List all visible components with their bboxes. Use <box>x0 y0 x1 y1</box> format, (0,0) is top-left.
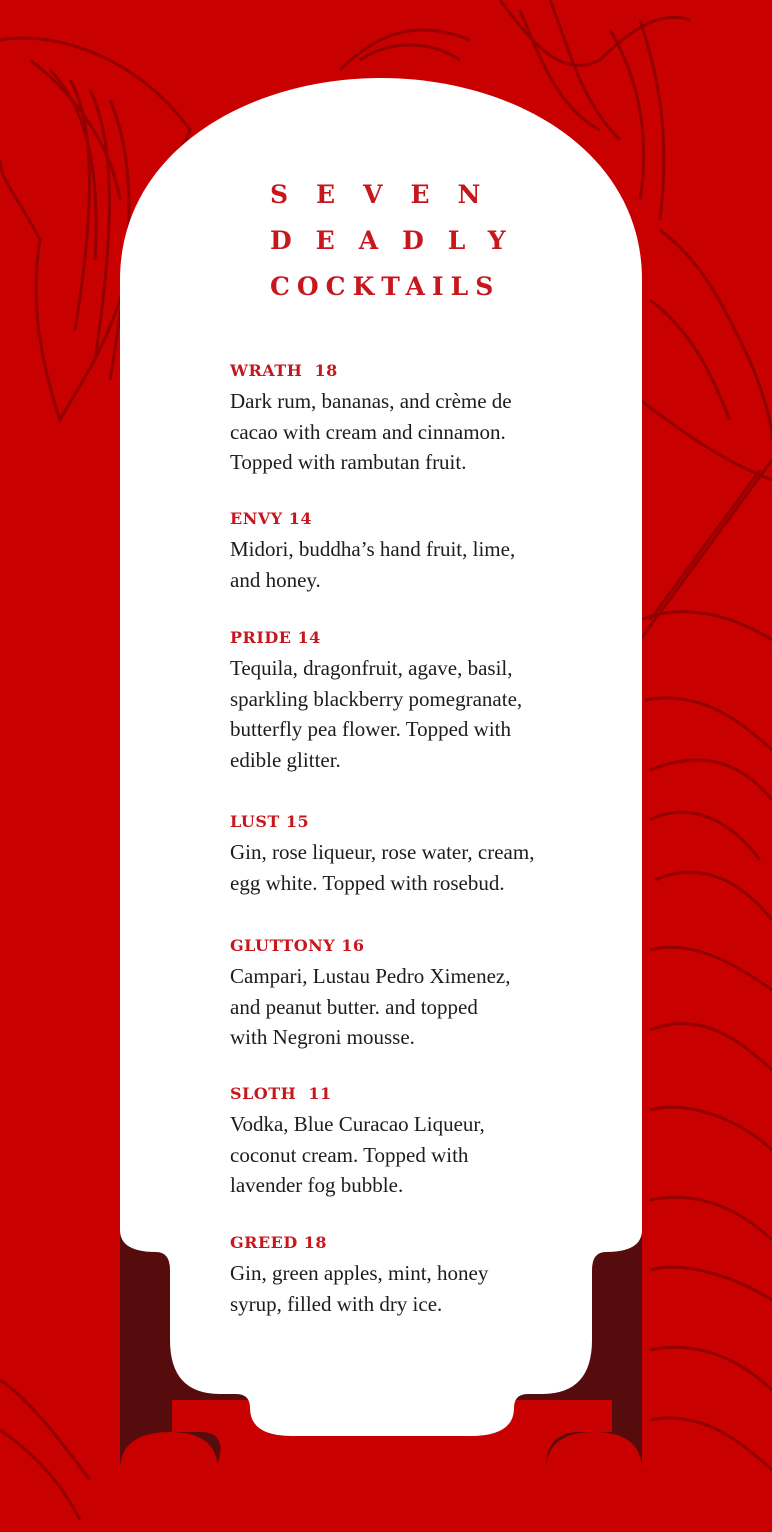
item-description: Dark rum, bananas, and crème de cacao with cream and cinnamon. Topped with rambutan fruit. <box>230 389 512 474</box>
item-name: GLUTTONY 16 <box>230 936 365 955</box>
title-line-seven: SEVEN <box>270 180 509 209</box>
item-name: WRATH 18 <box>230 361 338 380</box>
menu-item-sloth <box>230 1083 570 1201</box>
item-description: Tequila, dragonfruit, agave, basil, sparkling blackberry pomegranate, butterfly pea flower. Topped with edible glitter. <box>230 656 523 772</box>
menu-item-wrath <box>230 360 570 478</box>
item-description: Campari, Lustau Pedro Ximenez, and peanut butter. and topped with Negroni mousse. <box>230 964 511 1049</box>
title-line-deadly: DEADLY <box>270 226 530 255</box>
menu-item-gluttony <box>230 935 570 1053</box>
item-description: Gin, rose liqueur, rose water, cream, egg white. Topped with rosebud. <box>230 840 535 895</box>
title-line-cocktails: COCKTAILS <box>270 272 501 301</box>
item-description: Vodka, Blue Curacao Liqueur, coconut cream. Topped with lavender fog bubble. <box>230 1112 485 1197</box>
item-description: Gin, green apples, mint, honey syrup, filled with dry ice. <box>230 1261 489 1316</box>
menu-item-envy <box>230 508 570 595</box>
item-name: PRIDE 14 <box>230 628 321 647</box>
item-name: SLOTH 11 <box>230 1084 332 1103</box>
item-description: Midori, buddha’s hand fruit, lime, and honey. <box>230 537 516 592</box>
menu-item-lust <box>230 811 570 898</box>
menu-title <box>270 172 530 310</box>
item-name: GREED 18 <box>230 1233 328 1252</box>
item-name: ENVY 14 <box>230 509 312 528</box>
menu-item-pride <box>230 627 570 775</box>
menu-item-greed <box>230 1232 570 1319</box>
item-name: LUST 15 <box>230 812 310 831</box>
drop-ornament <box>368 1437 392 1464</box>
